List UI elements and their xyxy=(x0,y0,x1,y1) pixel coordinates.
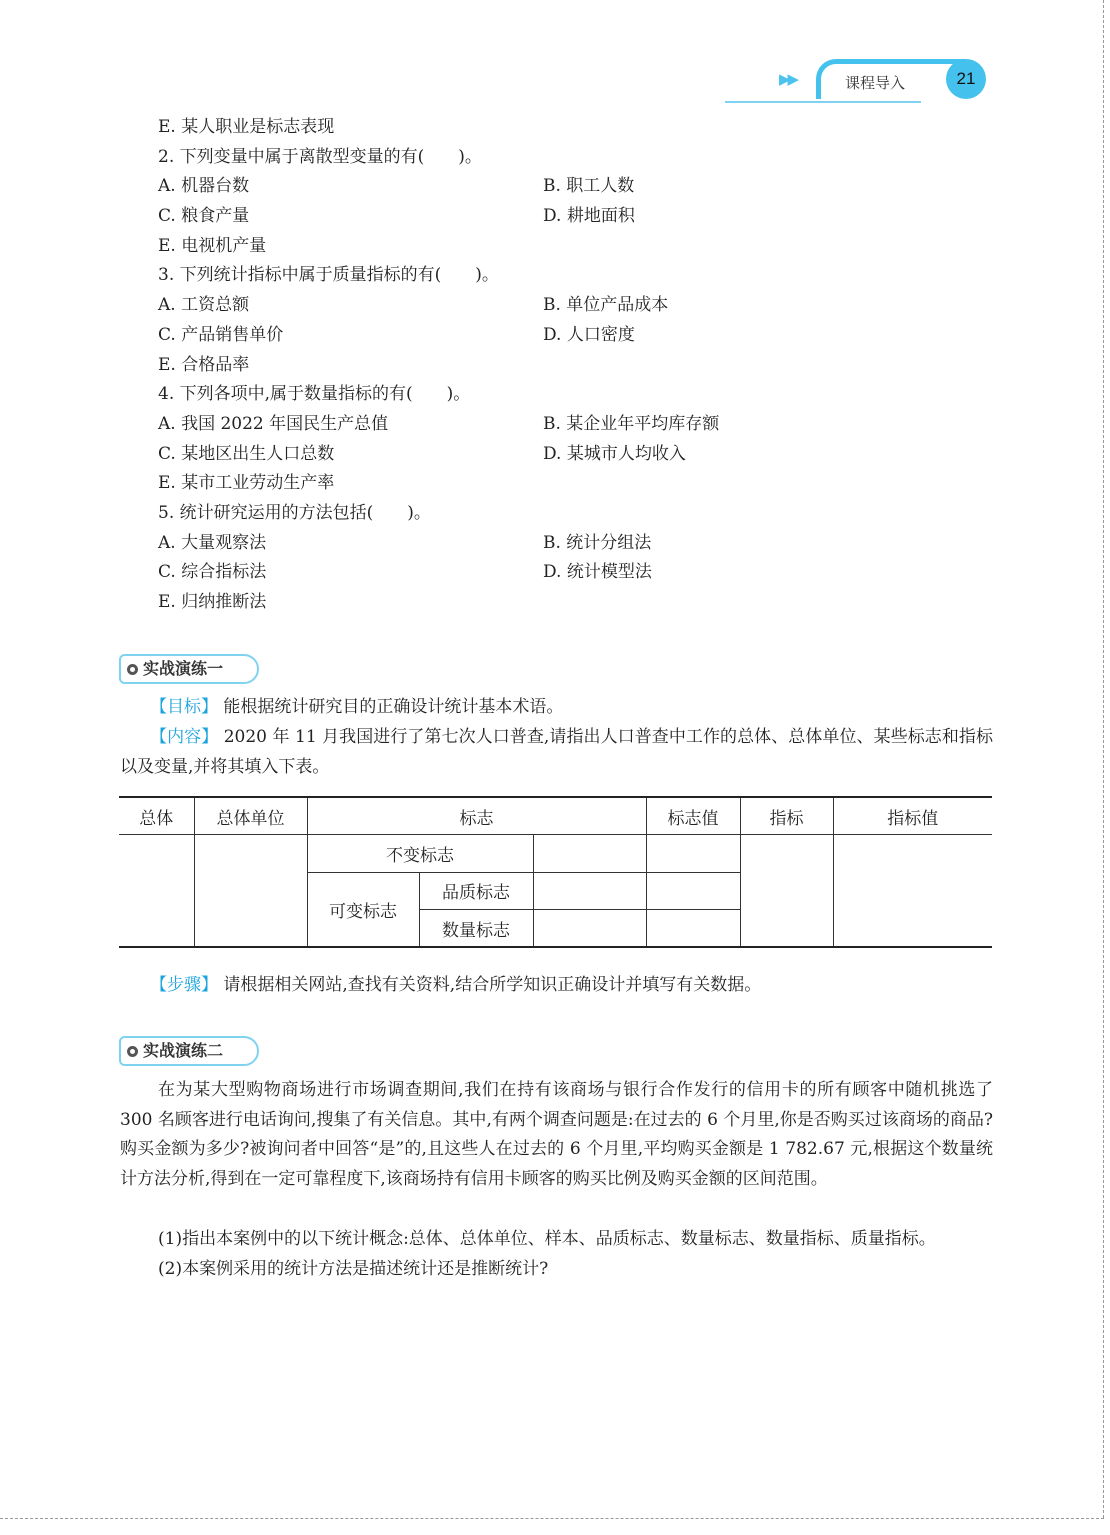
table-cell xyxy=(833,835,992,948)
goal-line xyxy=(120,693,993,723)
circle-icon xyxy=(127,664,138,675)
question-line xyxy=(158,113,998,143)
header-cell: 标志值 xyxy=(646,797,740,835)
question-line xyxy=(158,321,998,351)
option-text: D. 人口密度 xyxy=(543,324,635,345)
header-cell: 标志 xyxy=(307,797,646,835)
option-text: B. 某企业年平均库存额 xyxy=(543,413,720,434)
page-edge-bottom xyxy=(0,1518,1104,1519)
goal-tag: 【目标】 xyxy=(150,697,218,717)
double-arrow-icon: ▶▶ xyxy=(779,70,797,88)
goal-text: 能根据统计研究目的正确设计统计基本术语。 xyxy=(223,697,564,717)
option-text: 5. 统计研究运用的方法包括( )。 xyxy=(158,502,431,523)
practice-2-title: 实战演练二 xyxy=(143,1041,224,1060)
circle-icon xyxy=(127,1046,138,1057)
option-text: D. 统计模型法 xyxy=(543,562,652,583)
option-text: A. 我国 2022 年国民生产总值 xyxy=(158,413,389,434)
table-cell xyxy=(646,910,740,948)
option-text: A. 机器台数 xyxy=(158,176,250,197)
option-text: D. 耕地面积 xyxy=(543,206,635,227)
option-text: C. 综合指标法 xyxy=(158,562,267,583)
option-text: A. 工资总额 xyxy=(158,295,250,316)
table-cell xyxy=(740,835,833,948)
question-line xyxy=(158,440,998,470)
section-title: 课程导入 xyxy=(845,74,906,92)
question-line xyxy=(158,291,998,321)
question-line xyxy=(158,232,998,262)
question-line xyxy=(158,380,998,410)
header-cell: 指标 xyxy=(740,797,833,835)
practice-1-badge xyxy=(119,654,259,684)
question-line xyxy=(158,202,998,232)
table-cell xyxy=(194,835,307,948)
table-cell xyxy=(646,835,740,873)
option-text: 4. 下列各项中,属于数量指标的有( )。 xyxy=(158,384,471,405)
question-line xyxy=(158,143,998,173)
table-cell xyxy=(533,910,646,948)
header-cell: 总体单位 xyxy=(194,797,307,835)
page-edge-right xyxy=(1103,0,1104,1518)
content-text: 2020 年 11 月我国进行了第七次人口普查,请指出人口普查中工作的总体、总体单位、某些标志和指标以及变量,并将其填入下表。 xyxy=(120,727,994,777)
question-line xyxy=(158,172,998,202)
question-line xyxy=(158,588,998,618)
option-text: A. 大量观察法 xyxy=(158,532,267,553)
header-cell: 指标值 xyxy=(833,797,992,835)
option-text: C. 粮食产量 xyxy=(158,206,250,227)
table-cell: 可变标志 xyxy=(307,872,419,947)
case-paragraph: 在为某大型购物商场进行市场调查期间,我们在持有该商场与银行合作发行的信用卡的所有顾客中随机挑选了 300 名顾客进行电话询问,搜集了有关信息。其中,有两个调查问题是:在过去的 6 个月里,你是否购买过该商场的商品?购买金额为多少?被询问者中回答“是”的,且这些人在过去的 6 个月里,平均购买金额是 1 782.67 元,根据这个数量统计方法分析,得到在一定可靠程度下,该商场持有信用卡顾客的购买比例及购买金额的区间范围。 xyxy=(120,1080,993,1190)
practice-1-title: 实战演练一 xyxy=(143,659,224,678)
option-text: 3. 下列统计指标中属于质量指标的有( )。 xyxy=(158,265,499,286)
question-line xyxy=(158,529,998,559)
option-text: E. 合格品率 xyxy=(158,354,250,375)
content-tag: 【内容】 xyxy=(150,727,219,747)
question-line xyxy=(158,261,998,291)
table-cell xyxy=(533,835,646,873)
table-row xyxy=(119,835,992,873)
option-text: E. 归纳推断法 xyxy=(158,592,267,612)
header-underline xyxy=(725,101,921,103)
census-table xyxy=(119,796,992,948)
question-2: (2)本案例采用的统计方法是描述统计还是推断统计? xyxy=(158,1259,549,1279)
table-cell: 数量标志 xyxy=(419,910,533,948)
table-cell: 品质标志 xyxy=(419,872,533,910)
table-cell xyxy=(119,835,194,948)
table-cell xyxy=(533,872,646,910)
question-1: (1)指出本案例中的以下统计概念:总体、总体单位、样本、品质标志、数量标志、数量指标、质量指标。 xyxy=(158,1229,936,1249)
question-line xyxy=(158,351,998,381)
option-text: E. 电视机产量 xyxy=(158,235,267,256)
page-number: 21 xyxy=(946,59,986,99)
option-text: 2. 下列变量中属于离散型变量的有( )。 xyxy=(158,146,482,167)
option-text: B. 单位产品成本 xyxy=(543,295,669,316)
table-cell: 不变标志 xyxy=(307,835,533,873)
content-line xyxy=(120,723,993,782)
option-text: D. 某城市人均收入 xyxy=(543,443,686,464)
option-text: C. 某地区出生人口总数 xyxy=(158,443,335,464)
question-line xyxy=(158,499,998,529)
option-text: C. 产品销售单价 xyxy=(158,324,284,345)
steps-tag: 【步骤】 xyxy=(150,975,218,995)
steps-line xyxy=(120,971,993,1001)
option-text: B. 职工人数 xyxy=(543,176,635,197)
option-text: E. 某市工业劳动生产率 xyxy=(158,473,335,494)
option-text: B. 统计分组法 xyxy=(543,532,652,553)
practice-2-badge xyxy=(119,1036,259,1066)
question-list xyxy=(158,113,998,618)
table-cell xyxy=(646,872,740,910)
header-cell: 总体 xyxy=(119,797,194,835)
table-header-row xyxy=(119,797,992,835)
question-line xyxy=(158,410,998,440)
question-line xyxy=(158,469,998,499)
option-text: E. 某人职业是标志表现 xyxy=(158,117,335,137)
steps-text: 请根据相关网站,查找有关资料,结合所学知识正确设计并填写有关数据。 xyxy=(223,975,762,995)
question-line xyxy=(158,558,998,588)
